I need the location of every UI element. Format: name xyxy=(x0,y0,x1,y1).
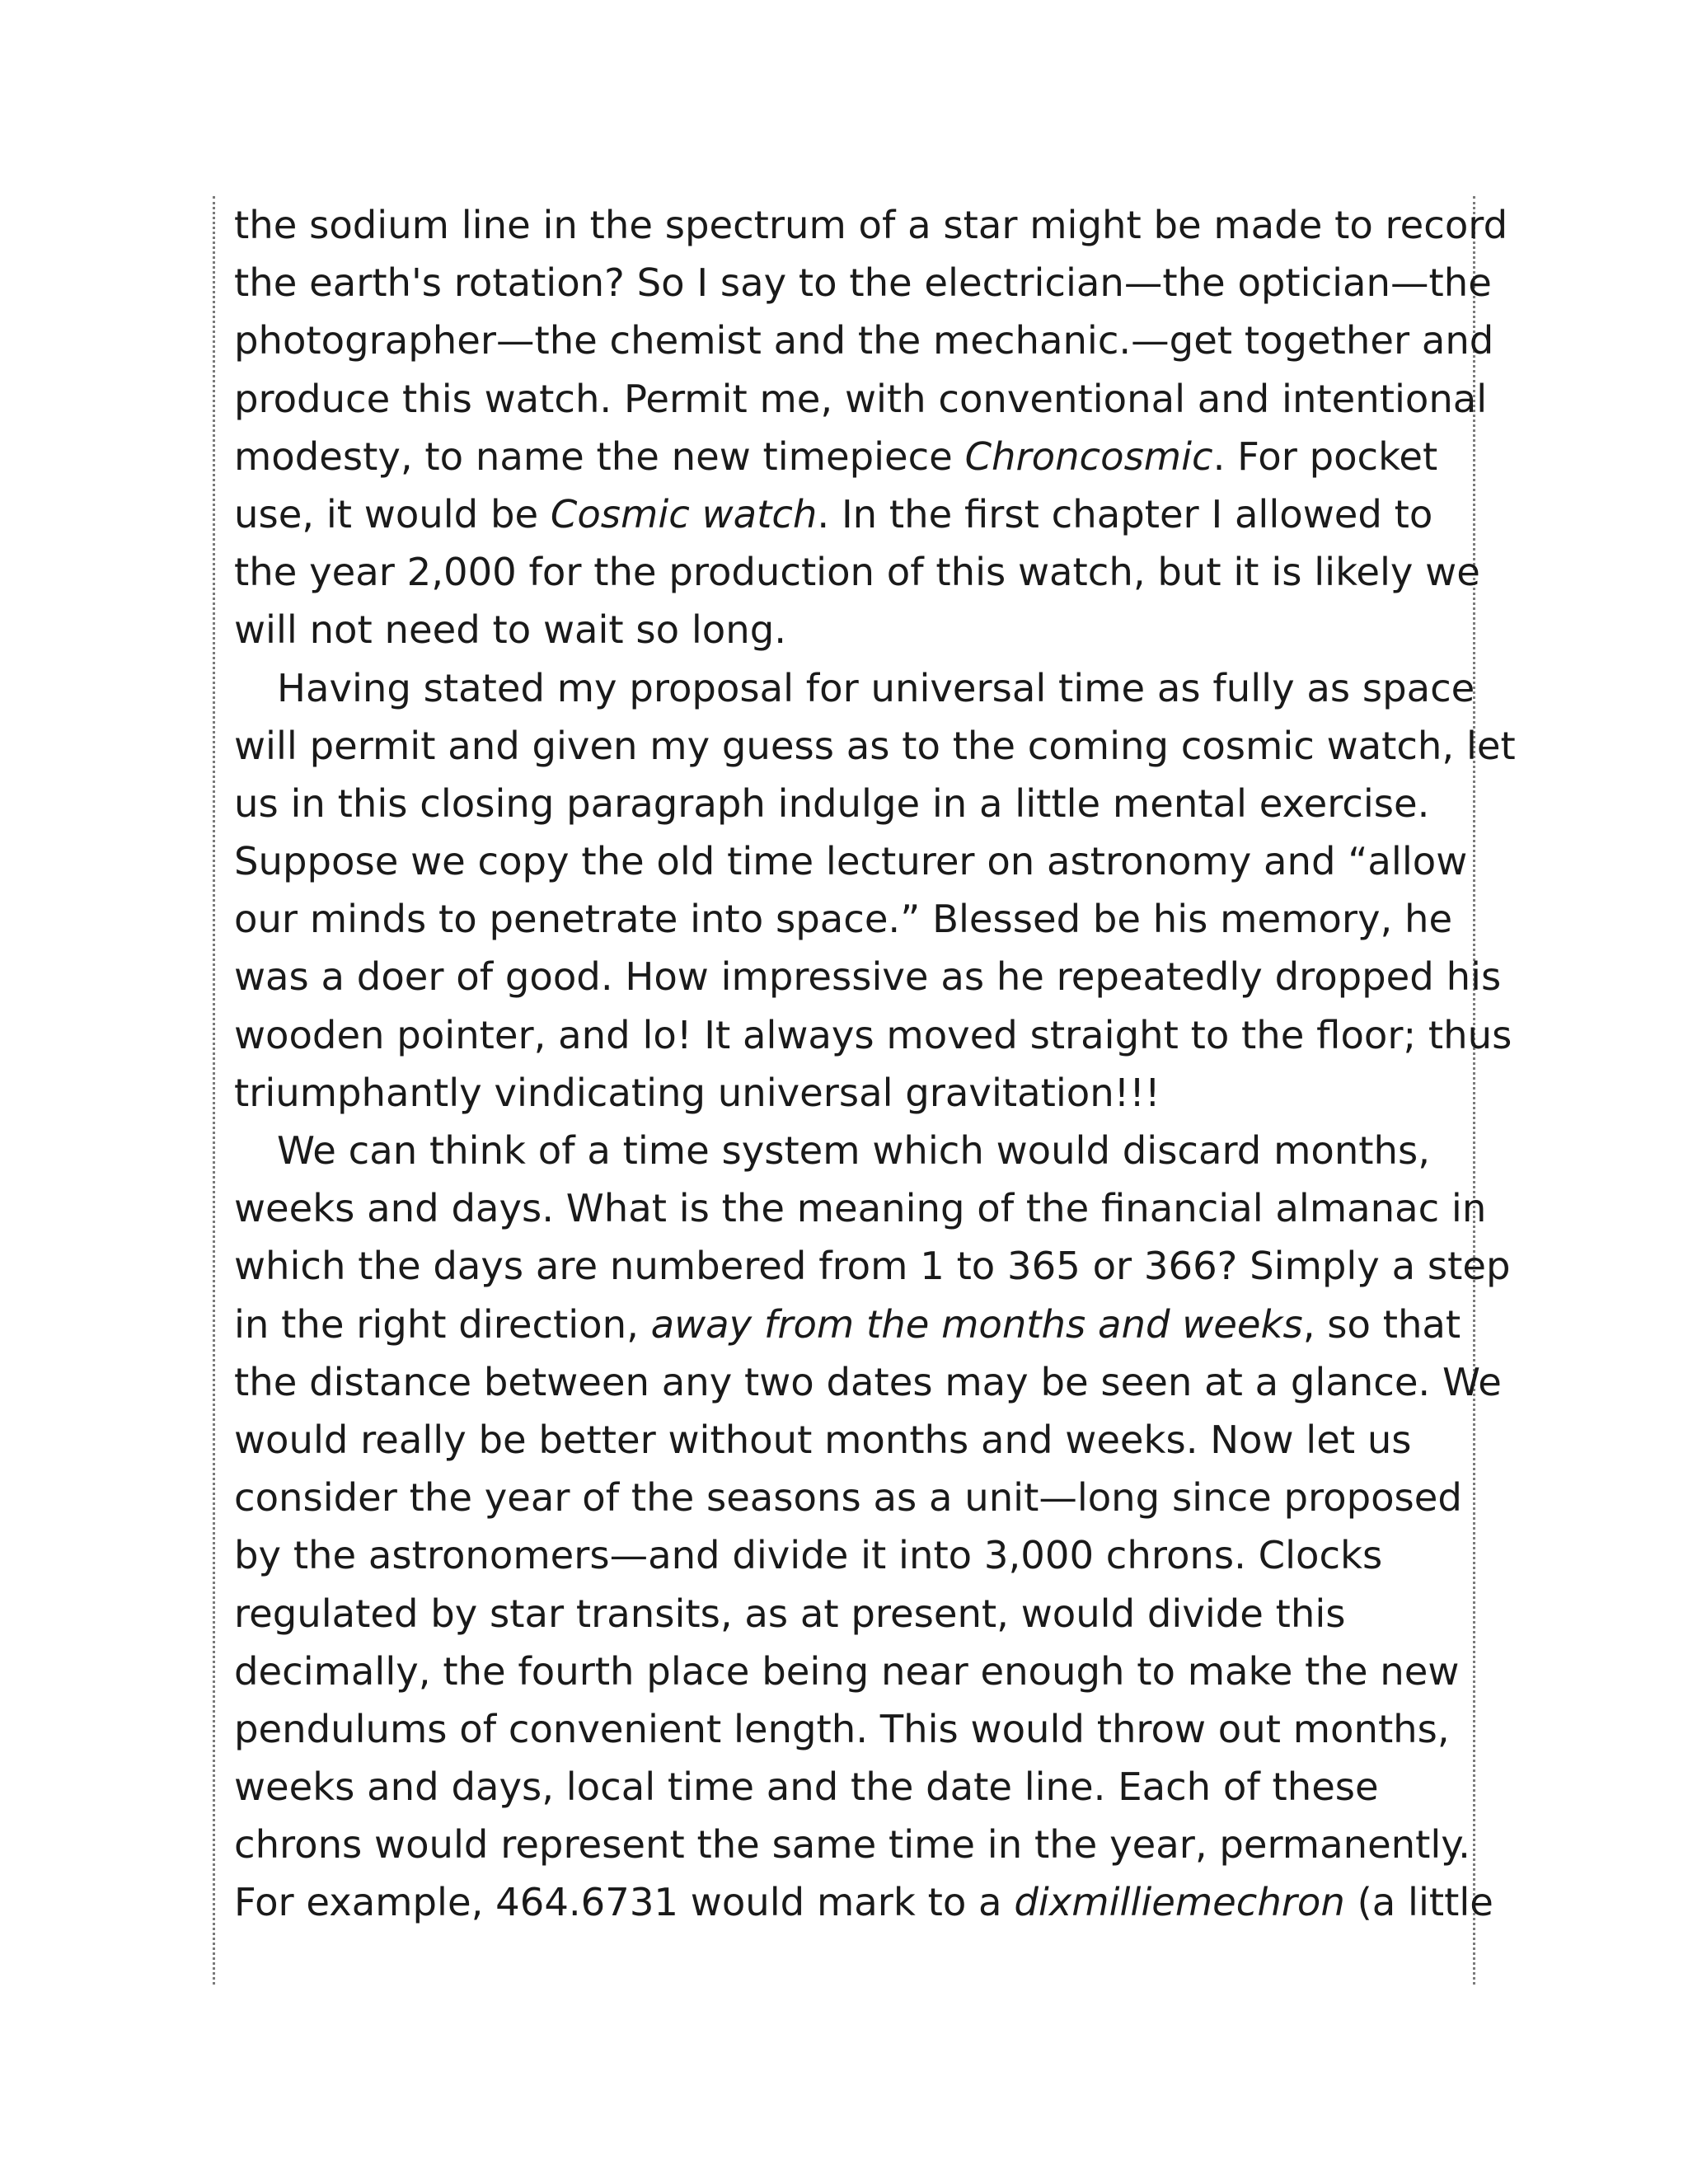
text-line xyxy=(234,196,1508,254)
text-line xyxy=(234,1237,1511,1295)
text-line xyxy=(234,1353,1502,1411)
text-segment: which the days are numbered from 1 to 365 or 366? Simply a step xyxy=(234,1244,1511,1289)
text-segment: (a little xyxy=(1344,1880,1493,1925)
text-line xyxy=(234,1064,1470,1122)
text-segment: Having stated my proposal for universal time as fully as space xyxy=(277,665,1475,710)
text-segment: Suppose we copy the old time lecturer on astronomy and “allow xyxy=(234,839,1468,884)
text-line xyxy=(234,1526,1470,1584)
text-segment: use, it would be xyxy=(234,491,551,537)
text-segment: . In the first chapter I allowed to xyxy=(817,491,1433,537)
body-text xyxy=(234,196,1516,1932)
text-segment: weeks and days, local time and the date line. Each of these xyxy=(234,1765,1379,1810)
text-segment: us in this closing paragraph indulge in a little mental exercise. xyxy=(234,780,1430,826)
text-line xyxy=(234,1296,1470,1353)
text-line xyxy=(234,254,1492,312)
italic-text: Cosmic watch xyxy=(550,491,818,537)
text-line xyxy=(234,601,1470,658)
text-line xyxy=(234,485,1470,543)
text-line xyxy=(234,428,1470,485)
text-line xyxy=(234,775,1470,832)
text-line xyxy=(234,1006,1512,1064)
text-segment: For example, 464.6731 would mark to a xyxy=(234,1880,1015,1925)
text-segment: the year 2,000 for the production of this watch, but it is likely we xyxy=(234,550,1480,595)
text-segment: will permit and given my guess as to the coming cosmic watch, let xyxy=(234,723,1516,768)
text-line xyxy=(234,1700,1470,1758)
text-segment: by the astronomers—and divide it into 3,000 chrons. Clocks xyxy=(234,1533,1383,1578)
text-line xyxy=(234,1816,1470,1873)
text-segment: in the right direction, xyxy=(234,1301,651,1347)
text-line xyxy=(234,370,1488,428)
text-segment: photographer—the chemist and the mechanic.—get together and xyxy=(234,318,1494,363)
italic-text: away from the months and weeks xyxy=(650,1301,1303,1347)
text-segment: was a doer of good. How impressive as he repeatedly dropped his xyxy=(234,954,1502,1000)
text-segment: will not need to wait so long. xyxy=(234,607,787,653)
text-segment: wooden pointer, and lo! It always moved straight to the floor; thus xyxy=(234,1012,1512,1057)
text-line xyxy=(234,1758,1470,1816)
text-line xyxy=(234,832,1470,890)
text-line xyxy=(234,948,1502,1005)
text-segment: pendulums of convenient length. This would throw out months, xyxy=(234,1706,1450,1751)
text-segment: . For pocket xyxy=(1212,434,1438,479)
text-line xyxy=(234,1585,1470,1643)
right-margin-rule xyxy=(1473,196,1475,1985)
text-line xyxy=(234,659,1475,717)
text-line xyxy=(234,1469,1470,1526)
text-line xyxy=(234,1411,1470,1469)
text-segment: the earth's rotation? So I say to the electrician—the optician—the xyxy=(234,260,1492,306)
text-segment: consider the year of the seasons as a unit—long since proposed xyxy=(234,1475,1462,1521)
text-segment: , so that xyxy=(1302,1301,1461,1347)
text-segment: We can think of a time system which would discard months, xyxy=(277,1128,1431,1173)
text-segment: the sodium line in the spectrum of a star might be made to record xyxy=(234,203,1508,247)
text-line xyxy=(234,543,1480,601)
italic-text: dixmilliemechron xyxy=(1014,1880,1345,1925)
text-segment: chrons would represent the same time in the year, permanently. xyxy=(234,1822,1470,1868)
italic-text: Chroncosmic xyxy=(964,434,1213,479)
text-line xyxy=(234,717,1516,775)
text-line xyxy=(234,890,1470,948)
text-segment: modesty, to name the new timepiece xyxy=(234,434,965,479)
text-segment: triumphantly vindicating universal gravitation!!! xyxy=(234,1070,1160,1115)
text-segment: weeks and days. What is the meaning of the financial almanac in xyxy=(234,1186,1487,1231)
text-line xyxy=(234,1179,1487,1237)
left-margin-rule xyxy=(213,196,215,1985)
text-line xyxy=(234,1873,1493,1931)
text-segment: our minds to penetrate into space.” Blessed be his memory, he xyxy=(234,897,1453,942)
text-segment: produce this watch. Permit me, with conventional and intentional xyxy=(234,376,1488,421)
text-segment: would really be better without months and weeks. Now let us xyxy=(234,1417,1412,1462)
text-segment: regulated by star transits, as at present, would divide this xyxy=(234,1591,1346,1636)
text-segment: the distance between any two dates may be seen at a glance. We xyxy=(234,1359,1502,1404)
text-segment: decimally, the fourth place being near enough to make the new xyxy=(234,1648,1460,1694)
text-line xyxy=(234,312,1494,369)
text-line xyxy=(234,1122,1470,1179)
text-line xyxy=(234,1643,1470,1700)
